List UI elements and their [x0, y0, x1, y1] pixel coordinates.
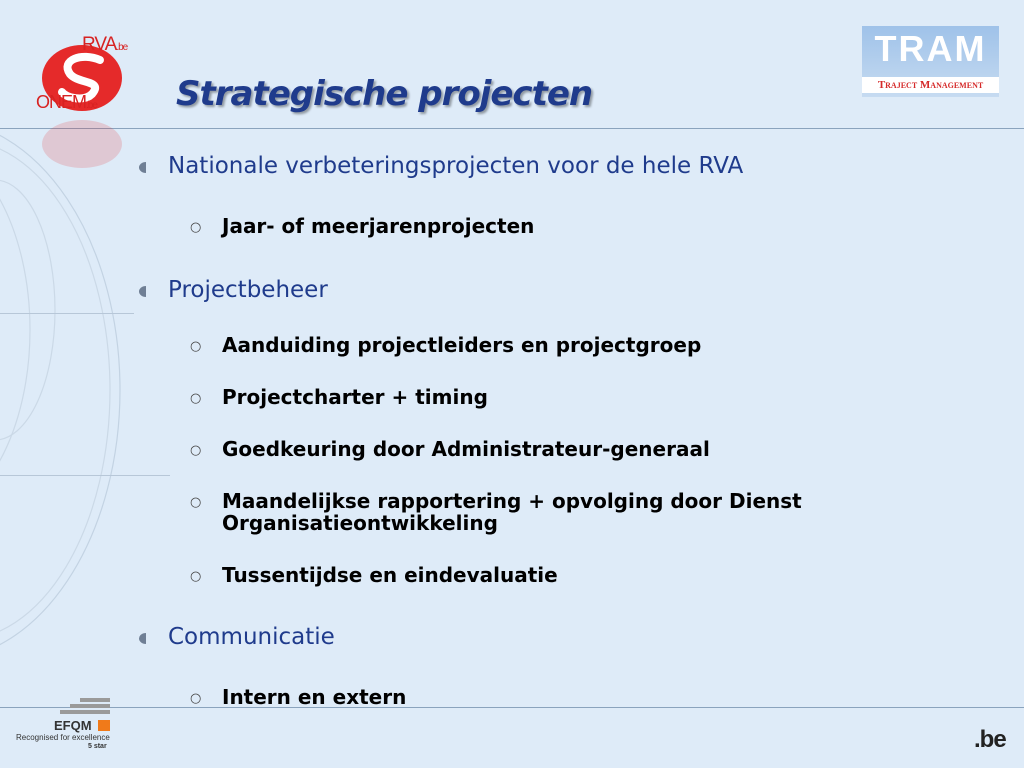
bullet-marker-icon: [139, 286, 147, 297]
bullet-marker-icon: [139, 633, 147, 644]
sub-bullet-marker-icon: ○: [190, 443, 202, 458]
bullet-level1: Projectbeheer: [168, 277, 328, 303]
be-logo: .be: [974, 726, 1006, 753]
efqm-recognition: Recognised for excellence: [16, 733, 110, 742]
sub-bullet-marker-icon: ○: [190, 339, 202, 354]
onem-logo-onem-text: ONEM.be: [36, 92, 97, 112]
bullet-level2: Goedkeuring door Administrateur-generaal: [222, 437, 710, 461]
onem-logo-rva-text: RVA.be: [82, 34, 128, 55]
efqm-square-icon: [98, 720, 110, 731]
bullet-level2: Maandelijkse rapportering + opvolging door Dienst Organisatieontwikkeling: [222, 489, 802, 535]
sub-bullet-marker-icon: ○: [190, 391, 202, 406]
bullet-marker-icon: [139, 162, 147, 173]
bullet-level2: Tussentijdse en eindevaluatie: [222, 563, 558, 587]
efqm-name: EFQM: [54, 718, 92, 733]
bullet-level2: Jaar- of meerjarenprojecten: [222, 214, 535, 238]
sub-bullet-marker-icon: ○: [190, 495, 202, 510]
sub-bullet-marker-icon: ○: [190, 569, 202, 584]
tram-logo-word: TRAM: [874, 28, 987, 69]
bullet-level2: Aanduiding projectleiders en projectgroep: [222, 333, 702, 357]
bullet-level2: Intern en extern: [222, 685, 407, 709]
efqm-star: 5 star: [88, 743, 107, 750]
bullet-level2: Projectcharter + timing: [222, 385, 488, 409]
tram-logo-subtitle: Traject Management: [862, 77, 999, 93]
bullet-level1: Nationale verbeteringsprojecten voor de hele RVA: [168, 153, 744, 179]
sub-bullet-marker-icon: ○: [190, 220, 202, 235]
slide-title: Strategische projecten: [176, 74, 593, 114]
sub-bullet-marker-icon: ○: [190, 691, 202, 706]
bullet-level1: Communicatie: [168, 624, 335, 650]
efqm-logo: [14, 696, 114, 756]
